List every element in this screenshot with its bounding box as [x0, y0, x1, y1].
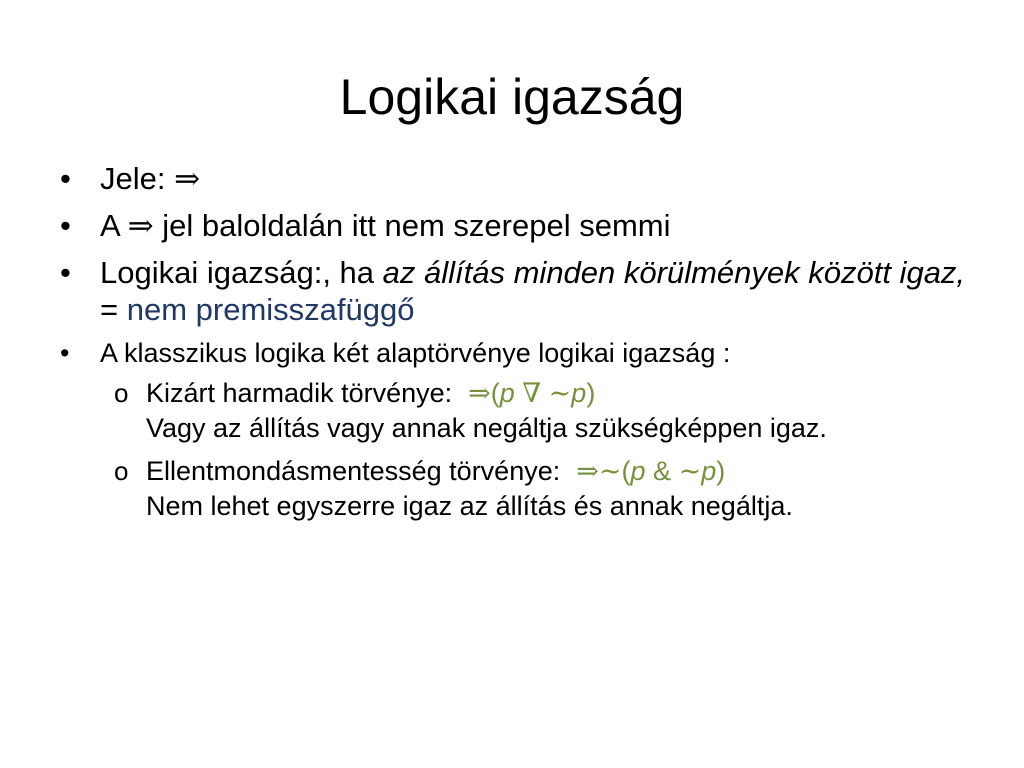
bullet-item-definition	[60, 254, 980, 328]
excluded-middle-formula	[468, 378, 595, 408]
bullet-dot: •	[60, 255, 71, 290]
sub-item-non-contradiction	[100, 454, 980, 523]
non-contradiction-formula	[576, 456, 725, 486]
implication-symbol: ⇒	[127, 208, 154, 244]
implication-symbol: ⇒	[576, 456, 599, 487]
paren-open: (	[490, 378, 500, 408]
paren-close: )	[716, 456, 726, 486]
excluded-middle-label: Kizárt harmadik törvénye:	[146, 378, 453, 408]
bullet-dot: •	[60, 208, 71, 243]
definition-italic: az állítás minden körülmények között igaz,	[382, 255, 966, 290]
paren-close: )	[586, 378, 596, 408]
left-side-text: jel baloldalán itt nem szerepel semmi	[162, 208, 671, 243]
bullet-dot: •	[60, 161, 71, 196]
excluded-middle-explanation: Vagy az állítás vagy annak negáltja szükségképpen igaz.	[146, 413, 827, 443]
sub-item-excluded-middle	[100, 376, 980, 445]
var-p: p	[701, 456, 717, 486]
negation-symbol: ∼	[598, 456, 622, 487]
var-p: p	[630, 456, 646, 486]
bullet-dot: •	[60, 338, 70, 368]
definition-prefix: Logikai igazság:, ha	[100, 255, 375, 290]
var-p: p	[571, 378, 587, 408]
left-side-prefix: A	[100, 208, 119, 243]
excluded-middle-line	[146, 376, 980, 411]
bullet-list	[60, 160, 980, 532]
and-operator: &	[653, 456, 672, 486]
implication-symbol: ⇒	[468, 378, 491, 409]
definition-equals: =	[100, 292, 119, 327]
paren-open: (	[621, 456, 631, 486]
bullet-item-left-side	[60, 207, 980, 245]
bullet-item-sign	[60, 160, 980, 198]
negation-symbol: ∼	[678, 456, 702, 487]
laws-text: A klasszikus logika két alaptörvénye logikai igazság :	[100, 338, 731, 368]
non-contradiction-label: Ellentmondásmentesség törvénye:	[146, 456, 561, 486]
non-contradiction-line	[146, 454, 980, 489]
nabla-operator: ∇	[522, 378, 542, 409]
implication-symbol: ⇒	[174, 161, 201, 197]
bullet-item-laws	[60, 337, 980, 523]
definition-highlight: nem premisszafüggő	[126, 292, 415, 327]
negation-symbol: ∼	[548, 378, 572, 409]
circle-marker: o	[114, 456, 129, 486]
circle-marker: o	[114, 378, 129, 408]
sign-label: Jele:	[100, 161, 166, 196]
slide-title: Logikai igazság	[339, 69, 685, 125]
non-contradiction-explanation: Nem lehet egyszerre igaz az állítás és annak negáltja.	[146, 491, 793, 521]
laws-sublist	[100, 376, 980, 523]
var-p: p	[499, 378, 515, 408]
